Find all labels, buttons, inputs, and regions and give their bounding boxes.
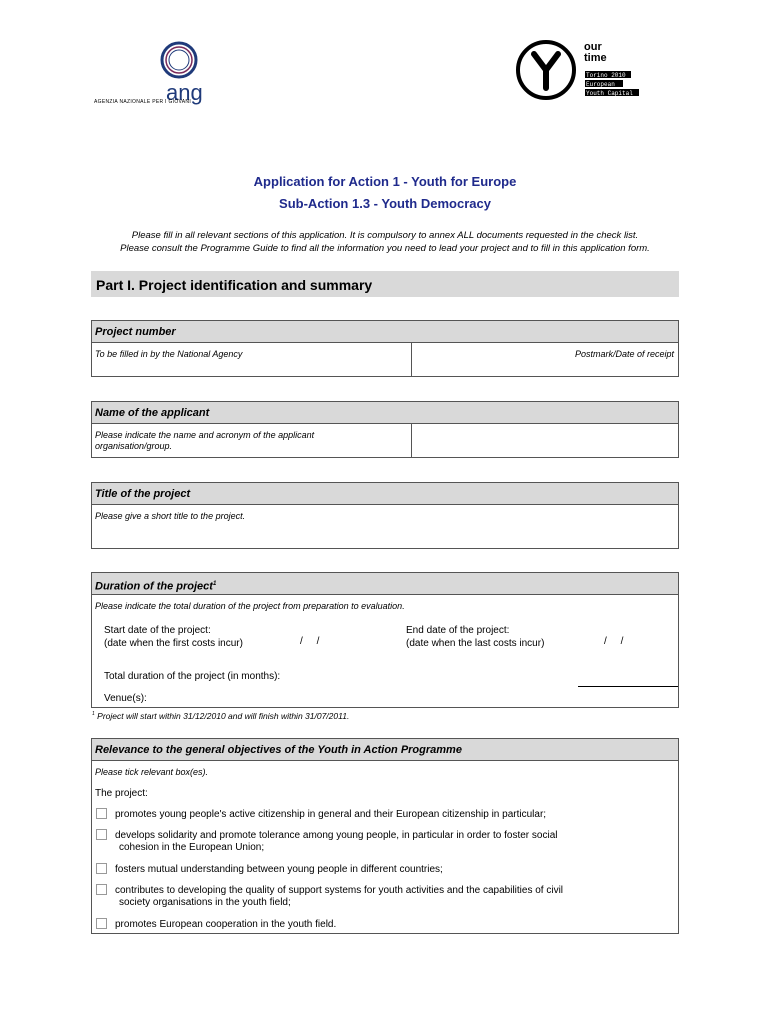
start-date-label: Start date of the project:	[104, 625, 211, 636]
relevance-section	[91, 738, 679, 934]
start-date-field[interactable]: / /	[300, 636, 320, 647]
objective-text-3: fosters mutual understanding between young people in different countries;	[115, 864, 443, 875]
venue-label: Venue(s):	[104, 693, 147, 704]
form-title: Application for Action 1 - Youth for Europe	[253, 174, 517, 189]
relevance-heading: Relevance to the general objectives of the Youth in Action Programme	[92, 739, 678, 761]
our-time-word-2: time	[584, 52, 607, 64]
duration-hint: Please indicate the total duration of the project from preparation to evaluation.	[95, 601, 405, 611]
duration-footnote	[92, 711, 349, 721]
objective-checkbox-2[interactable]	[96, 829, 107, 840]
our-time-tag-1: Torino 2010	[586, 72, 626, 79]
duration-heading	[92, 573, 678, 595]
part-heading: Part I. Project identification and summary	[91, 271, 679, 297]
project-title-hint: Please give a short title to the project.	[95, 511, 246, 521]
ang-wordmark: ang	[166, 80, 203, 105]
our-time-logo	[516, 40, 646, 102]
applicant-hint-1: Please indicate the name and acronym of the applicant	[95, 430, 315, 440]
project-title-section	[91, 482, 679, 549]
our-time-word-1: our	[584, 41, 602, 53]
intro-text	[0, 229, 770, 255]
intro-line-1: Please fill in all relevant sections of this application. It is compulsory to annex ALL documents requested in the check list.	[131, 230, 639, 241]
postmark-hint: Postmark/Date of receipt	[574, 349, 674, 359]
duration-footnote-mark: 1	[212, 581, 217, 587]
footnote-text: Project will start within 31/12/2010 and will finish within 31/07/2011.	[97, 711, 350, 721]
end-date-label: End date of the project:	[406, 625, 510, 636]
project-title-field[interactable]	[92, 523, 678, 548]
start-date-sub: (date when the first costs incur)	[104, 638, 243, 649]
intro-line-2: Please consult the Programme Guide to find all the information you need to lead your project and to fill in this application form.	[120, 243, 650, 254]
end-date-field[interactable]: / /	[604, 636, 624, 647]
our-time-tag-2: European	[586, 81, 615, 88]
objective-text-4b: society organisations in the youth field;	[119, 897, 291, 908]
objective-checkbox-5[interactable]	[96, 918, 107, 929]
objective-checkbox-4[interactable]	[96, 884, 107, 895]
applicant-name-field[interactable]	[413, 424, 678, 457]
relevance-hint: Please tick relevant box(es).	[95, 767, 209, 777]
objective-checkbox-3[interactable]	[96, 863, 107, 874]
applicant-heading: Name of the applicant	[92, 402, 678, 424]
objective-text-4a: contributes to developing the quality of support systems for youth activities and the capabilities of civil	[115, 885, 564, 896]
objective-text-1: promotes young people's active citizenship in general and their European citizenship in particular;	[115, 809, 547, 820]
form-subtitle: Sub-Action 1.3 - Youth Democracy	[279, 196, 491, 211]
postmark-field[interactable]	[413, 343, 678, 376]
end-date-sub: (date when the last costs incur)	[406, 638, 545, 649]
objective-text-5: promotes European cooperation in the youth field.	[115, 919, 337, 930]
objective-text-2b: cohesion in the European Union;	[119, 842, 265, 853]
objective-checkbox-1[interactable]	[96, 808, 107, 819]
project-number-heading: Project number	[92, 321, 678, 343]
relevance-lead: The project:	[95, 788, 148, 799]
duration-heading-text: Duration of the project	[95, 580, 213, 593]
ang-tagline: AGENZIA NAZIONALE PER I GIOVANI	[94, 99, 192, 105]
our-time-tag-3: Youth Capital	[586, 90, 633, 97]
duration-section	[91, 572, 679, 708]
applicant-hint-2: organisation/group.	[95, 441, 173, 451]
total-duration-label: Total duration of the project (in months):	[104, 671, 281, 682]
project-title-heading: Title of the project	[92, 483, 678, 505]
footnote-number: 1	[92, 711, 95, 718]
project-number-section	[91, 320, 679, 377]
project-number-hint: To be filled in by the National Agency	[95, 349, 243, 359]
objective-text-2a: develops solidarity and promote tolerance among young people, in particular in order to foster social	[115, 830, 558, 841]
applicant-section	[91, 401, 679, 458]
total-duration-field[interactable]	[578, 686, 678, 687]
